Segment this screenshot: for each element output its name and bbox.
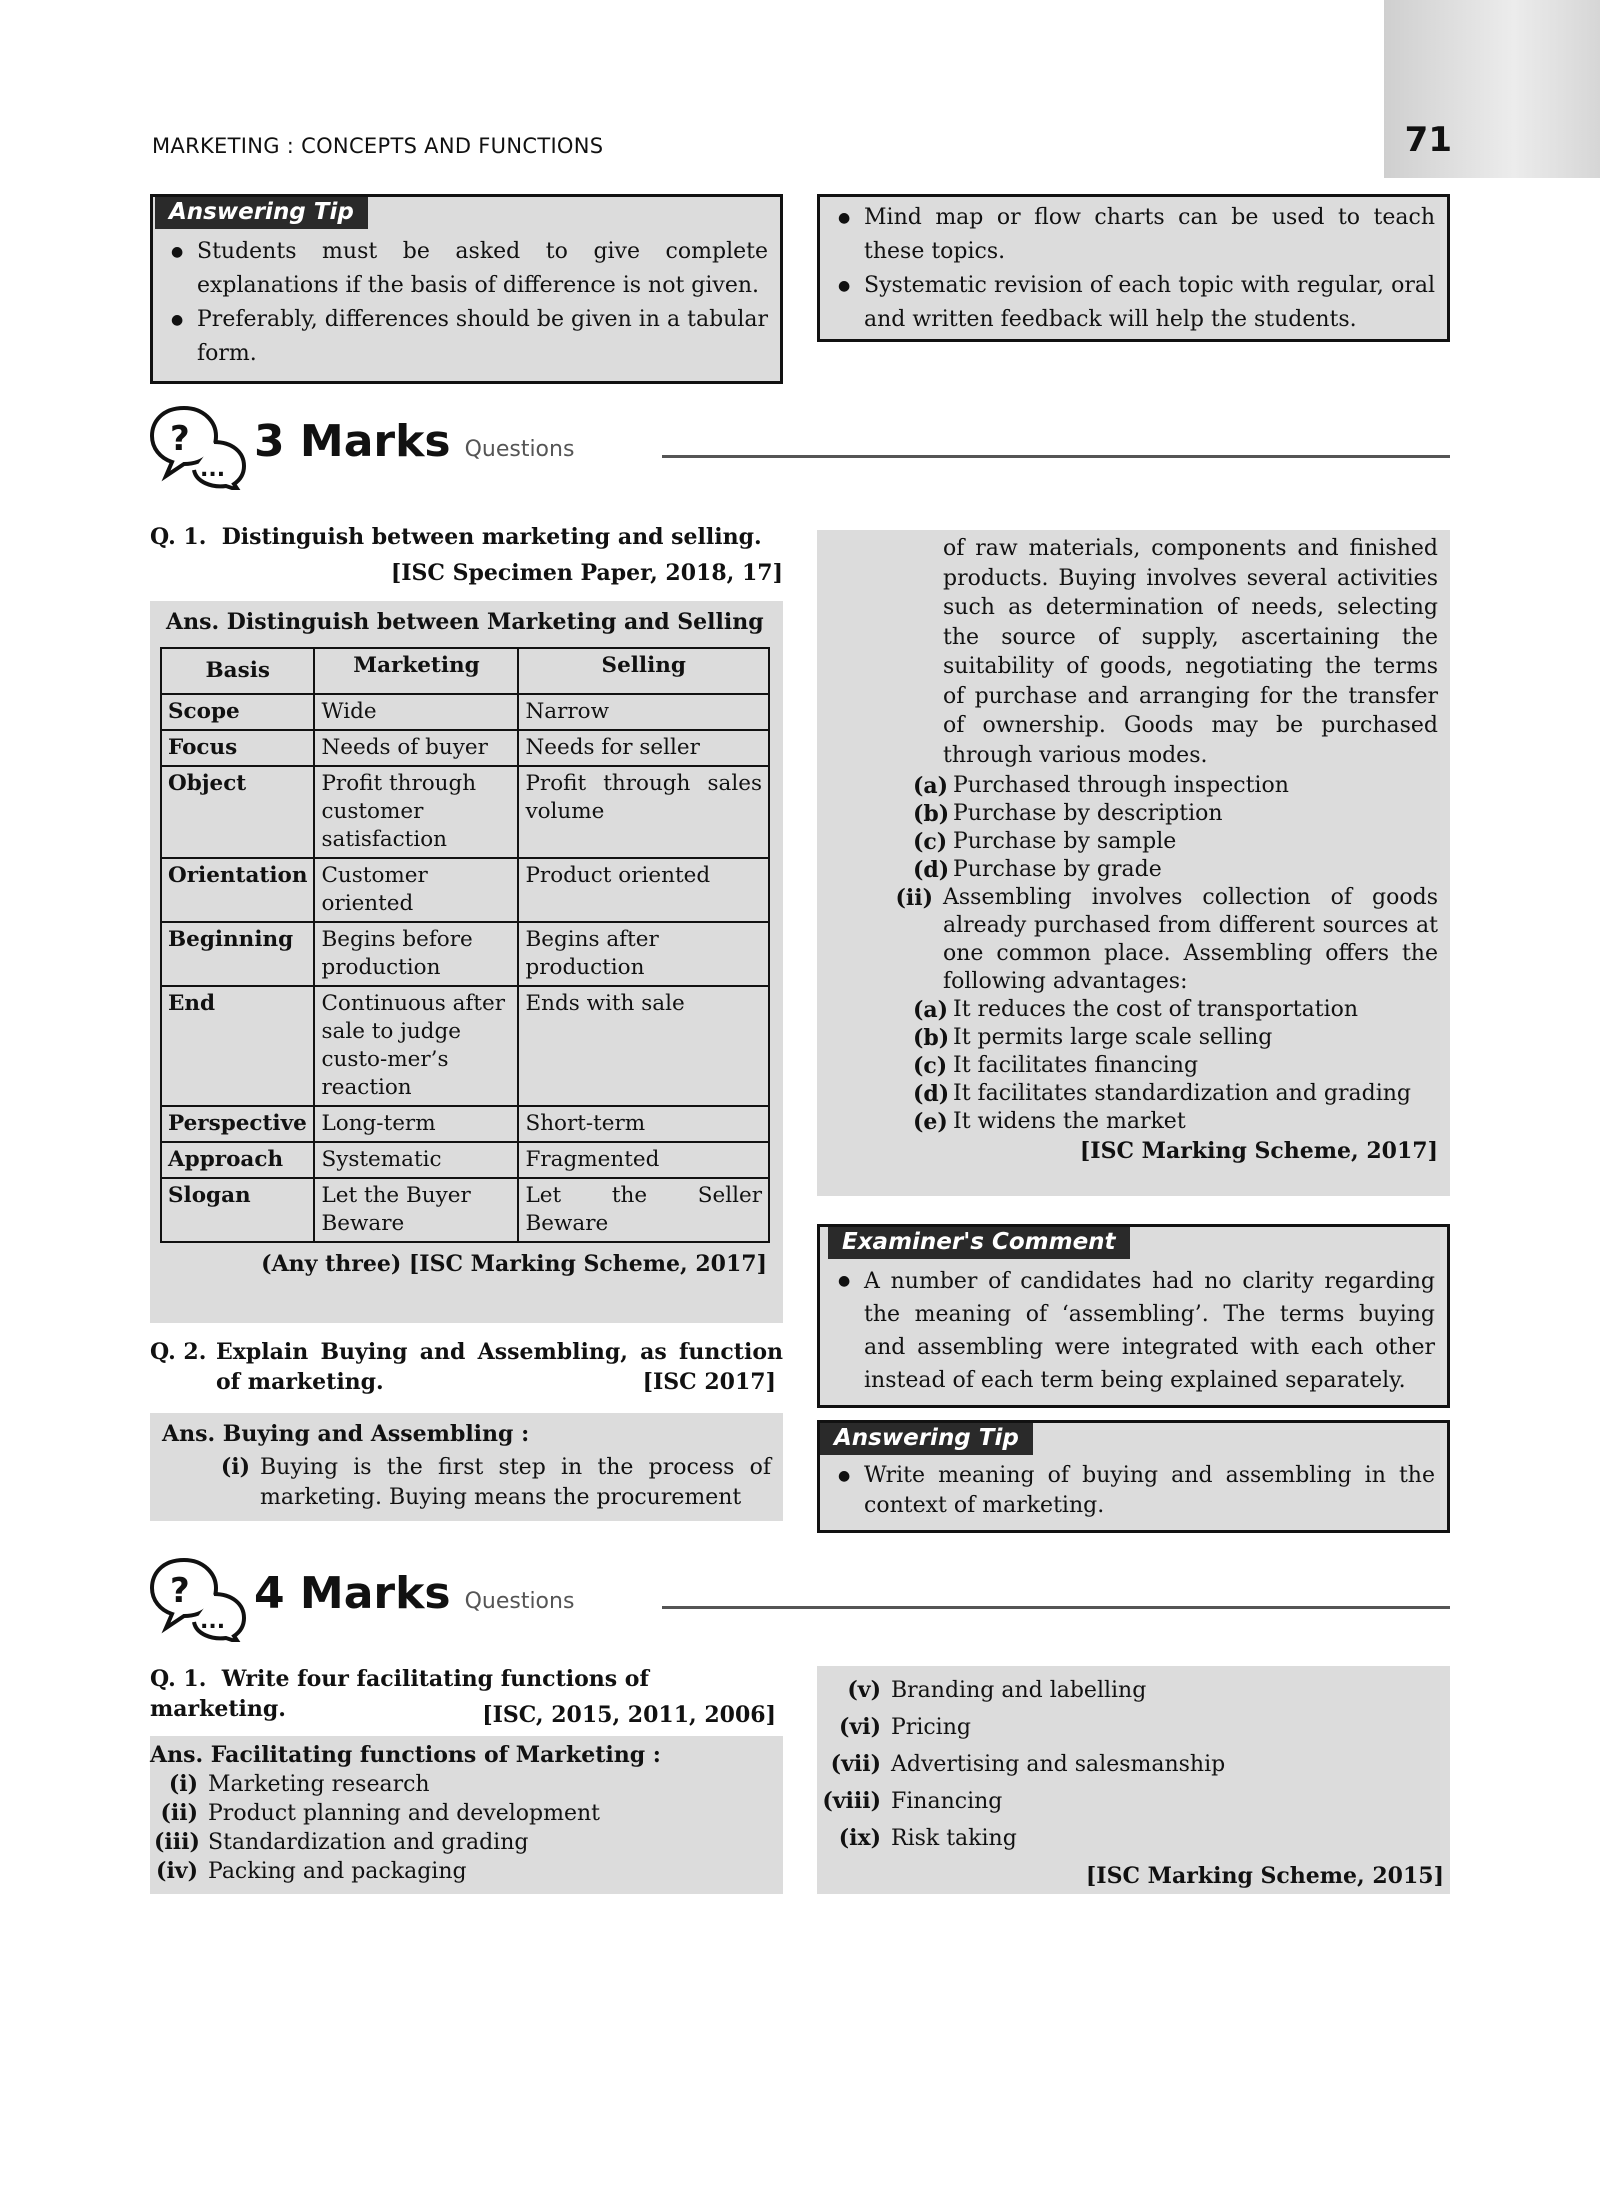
- answer-continuation: [817, 530, 1450, 1196]
- table-cell-selling: Fragmented: [518, 1142, 769, 1178]
- item-label: (d): [913, 1081, 950, 1107]
- item-text: Assembling involves collection of goods already purchased from different sources at one common place. Assembling offers the following advantages:: [943, 885, 1438, 994]
- table-header: Selling: [518, 648, 769, 694]
- item-text: Product planning and development: [208, 1801, 600, 1826]
- table-cell-basis: Perspective: [161, 1106, 314, 1142]
- question-bubble-icon: [148, 1556, 248, 1642]
- answer-block: [150, 1736, 783, 1894]
- question-1: [150, 522, 783, 552]
- table-cell-selling: Needs for seller: [518, 730, 769, 766]
- list-item: [154, 1857, 783, 1886]
- item-text: It widens the market: [953, 1109, 1186, 1134]
- item-label: (i): [220, 1454, 250, 1480]
- list-item: [913, 1108, 1438, 1136]
- question-source: [ISC 2017]: [642, 1369, 776, 1395]
- list-item: [817, 1783, 1450, 1820]
- list-item: [913, 996, 1438, 1024]
- table-cell-basis: Beginning: [161, 922, 314, 986]
- answer-source: (Any three) [ISC Marking Scheme, 2017]: [261, 1251, 767, 1277]
- table-cell-selling: Short-term: [518, 1106, 769, 1142]
- heading-bold: 4 Marks: [254, 1568, 451, 1619]
- answer-block: [150, 601, 783, 1323]
- item-text: It facilitates standardization and grading: [953, 1081, 1412, 1106]
- item-text: It facilitates financing: [953, 1053, 1199, 1078]
- question-bubble-icon: [148, 404, 248, 490]
- item-label: (b): [913, 1025, 950, 1051]
- heading-light: Questions: [464, 1589, 575, 1614]
- svg-text:?: ?: [170, 419, 190, 459]
- table-cell-marketing: Continuous after sale to judge custo-mer’s reaction: [314, 986, 518, 1106]
- answer-source: [ISC Marking Scheme, 2015]: [1085, 1863, 1444, 1889]
- item-text: Buying is the first step in the process of marketing. Buying means the procurement: [260, 1455, 771, 1510]
- table-row: [161, 858, 769, 922]
- item-text: Purchase by grade: [953, 857, 1162, 882]
- table-cell-selling: Begins after production: [518, 922, 769, 986]
- item-text: Risk taking: [891, 1826, 1017, 1851]
- item-text: It reduces the cost of transportation: [953, 997, 1359, 1022]
- item-label: (ix): [838, 1825, 881, 1851]
- question-text: Write four facilitating functions of marketing.: [150, 1666, 649, 1722]
- table-cell-selling: Ends with sale: [518, 986, 769, 1106]
- item-text: Standardization and grading: [208, 1830, 529, 1855]
- table-cell-basis: Scope: [161, 694, 314, 730]
- running-header: MARKETING : CONCEPTS AND FUNCTIONS: [152, 134, 604, 158]
- section-heading-3-marks: [254, 416, 574, 467]
- item-label: (viii): [822, 1788, 881, 1814]
- item-label: (ii): [160, 1800, 198, 1826]
- list-item: [154, 1828, 783, 1857]
- table-cell-marketing: Customer oriented: [314, 858, 518, 922]
- item-label: (iii): [154, 1829, 200, 1855]
- list-item: [913, 856, 1438, 884]
- table-cell-marketing: Profit through customer satisfaction: [314, 766, 518, 858]
- item-text: Marketing research: [208, 1772, 430, 1797]
- table-row: [161, 766, 769, 858]
- answering-tip-label: Answering Tip: [155, 197, 368, 229]
- table-header-row: [161, 648, 769, 694]
- table-row: [161, 922, 769, 986]
- item-label: (vii): [830, 1751, 881, 1777]
- answer-continuation: [817, 1666, 1450, 1894]
- question-text: Distinguish between marketing and selling.: [221, 524, 762, 550]
- list-item: [913, 828, 1438, 856]
- item-label: (iv): [156, 1858, 198, 1884]
- answer-source: [ISC Marking Scheme, 2017]: [1079, 1138, 1438, 1164]
- tip-item: ● Write meaning of buying and assembling in the context of marketing.: [824, 1461, 1435, 1521]
- question-text: Explain Buying and Assembling, as function of marketing.: [216, 1339, 783, 1395]
- table-cell-marketing: Needs of buyer: [314, 730, 518, 766]
- item-label: (d): [913, 857, 950, 883]
- item-text: Purchased through inspection: [953, 773, 1289, 798]
- answer-title: Ans. Buying and Assembling :: [162, 1421, 530, 1447]
- table-row: [161, 1106, 769, 1142]
- item-label: (vi): [839, 1714, 881, 1740]
- item-label: (a): [913, 997, 949, 1023]
- table-row: [161, 986, 769, 1106]
- table-cell-basis: Orientation: [161, 858, 314, 922]
- item-text: It permits large scale selling: [953, 1025, 1273, 1050]
- list-item: [913, 1080, 1438, 1108]
- table-cell-basis: Object: [161, 766, 314, 858]
- table-cell-selling: Narrow: [518, 694, 769, 730]
- item-label: (b): [913, 801, 950, 827]
- item-label: (v): [847, 1677, 881, 1703]
- answering-tip-box: [817, 1420, 1450, 1533]
- answering-tip-box: [150, 194, 783, 384]
- item-text: Pricing: [891, 1715, 971, 1740]
- section-heading-4-marks: [254, 1568, 574, 1619]
- svg-text:...: ...: [200, 457, 226, 482]
- tip-item: ● Preferably, differences should be given in a tabular form.: [157, 303, 768, 371]
- table-cell-selling: Product oriented: [518, 858, 769, 922]
- list-item: [817, 1672, 1450, 1709]
- answering-tip-label: Answering Tip: [820, 1423, 1033, 1455]
- answer-title: Ans. Facilitating functions of Marketing :: [150, 1742, 661, 1768]
- page-number: 71: [1404, 120, 1452, 160]
- item-label: (i): [168, 1771, 198, 1797]
- heading-light: Questions: [464, 437, 575, 462]
- item-label: (a): [913, 773, 949, 799]
- item-text: Purchase by sample: [953, 829, 1177, 854]
- item-label: (ii): [895, 885, 933, 911]
- table-cell-marketing: Let the Buyer Beware: [314, 1178, 518, 1242]
- item-text: Financing: [891, 1789, 1003, 1814]
- item-text: Packing and packaging: [208, 1859, 467, 1884]
- table-row: [161, 730, 769, 766]
- continuation-text: of raw materials, components and finished products. Buying involves several activities such as determination of needs, selecting the source of supply, ascertaining the suitability of goods, negotiating the terms of purchase and arranging for the transfer of ownership. Goods may be purchased through various modes.: [943, 536, 1438, 768]
- svg-text:?: ?: [170, 1571, 190, 1611]
- tip-box-continued: [817, 194, 1450, 342]
- table-row: [161, 1142, 769, 1178]
- question-number: Q. 1.: [150, 524, 207, 550]
- table-row: [161, 1178, 769, 1242]
- table-cell-basis: Slogan: [161, 1178, 314, 1242]
- comment-item: ● A number of candidates had no clarity regarding the meaning of ‘assembling’. The terms buying and assembling were integrated with each other instead of each term being explained separately.: [824, 1265, 1435, 1397]
- tip-item: ● Systematic revision of each topic with regular, oral and written feedback will help the students.: [824, 269, 1435, 337]
- table-cell-basis: End: [161, 986, 314, 1106]
- table-cell-basis: Approach: [161, 1142, 314, 1178]
- question-source: [ISC, 2015, 2011, 2006]: [482, 1702, 776, 1728]
- examiners-comment-label: Examiner's Comment: [828, 1227, 1130, 1259]
- question-source: [ISC Specimen Paper, 2018, 17]: [390, 560, 783, 586]
- heading-rule: [662, 455, 1450, 458]
- item-label: (c): [913, 829, 948, 855]
- comparison-table: [160, 647, 770, 1243]
- table-cell-selling: Let the Seller Beware: [518, 1178, 769, 1242]
- list-item: [817, 1746, 1450, 1783]
- item-text: Advertising and salesmanship: [891, 1752, 1226, 1777]
- question-number: Q. 2.: [150, 1339, 207, 1365]
- question-number: Q. 1.: [150, 1666, 207, 1692]
- list-item: [154, 1799, 783, 1828]
- examiners-comment-box: [817, 1224, 1450, 1408]
- list-item: [913, 1024, 1438, 1052]
- list-item: [817, 1820, 1450, 1857]
- table-cell-marketing: Begins before production: [314, 922, 518, 986]
- table-cell-selling: Profit through sales volume: [518, 766, 769, 858]
- table-cell-marketing: Systematic: [314, 1142, 518, 1178]
- list-item: [913, 800, 1438, 828]
- table-cell-basis: Focus: [161, 730, 314, 766]
- table-header: Marketing: [314, 648, 518, 694]
- table-cell-marketing: Wide: [314, 694, 518, 730]
- answer-title: Ans. Distinguish between Marketing and Selling: [166, 609, 764, 635]
- list-item: [154, 1770, 783, 1799]
- item-text: Purchase by description: [953, 801, 1223, 826]
- list-item: [913, 772, 1438, 800]
- tip-item: ● Students must be asked to give complete explanations if the basis of difference is not given.: [157, 235, 768, 303]
- list-item: [913, 1052, 1438, 1080]
- answer-block: [150, 1413, 783, 1521]
- table-row: [161, 694, 769, 730]
- heading-bold: 3 Marks: [254, 416, 451, 467]
- item-text: Branding and labelling: [891, 1678, 1147, 1703]
- heading-rule: [662, 1606, 1450, 1609]
- item-label: (c): [913, 1053, 948, 1079]
- tip-item: ● Mind map or flow charts can be used to teach these topics.: [824, 201, 1435, 269]
- svg-text:...: ...: [200, 1609, 226, 1634]
- table-cell-marketing: Long-term: [314, 1106, 518, 1142]
- item-label: (e): [913, 1109, 948, 1135]
- table-header: Basis: [161, 648, 314, 694]
- list-item: [817, 1709, 1450, 1746]
